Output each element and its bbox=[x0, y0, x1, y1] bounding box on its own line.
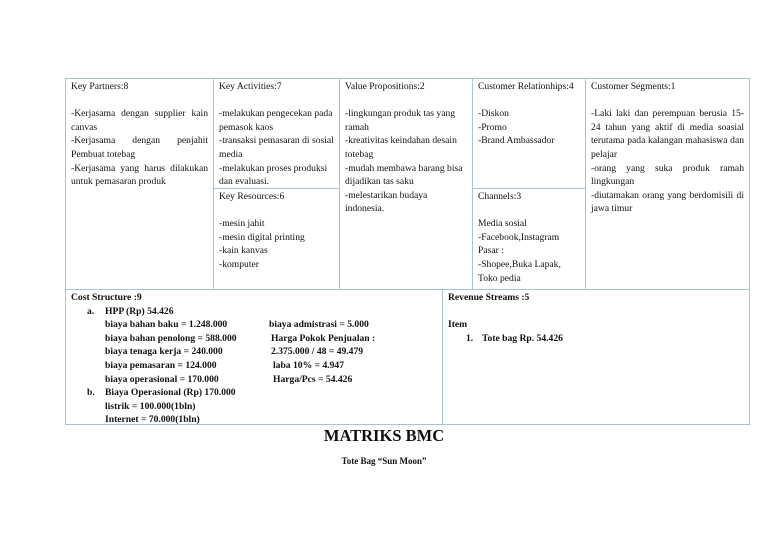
key-resources-item: -mesin jahit bbox=[219, 218, 265, 230]
cost-hpp-heading bbox=[71, 305, 437, 319]
cost-b-marker: b. bbox=[87, 387, 95, 399]
value-propositions-item: -melestarikan budaya indonesia. bbox=[345, 189, 428, 215]
cost-right-value: biaya admistrasi = 5.000 bbox=[269, 319, 369, 331]
cost-left-value: biaya tenaga kerja = 240.000 bbox=[105, 346, 223, 358]
cost-hpp-label: HPP (Rp) 54.426 bbox=[105, 305, 174, 317]
page-subtitle: Tote Bag “Sun Moon” bbox=[341, 456, 427, 466]
cost-a-marker: a. bbox=[87, 305, 95, 317]
channels-item: Media sosial bbox=[478, 218, 527, 230]
key-partners-block bbox=[65, 78, 213, 290]
cost-row bbox=[71, 318, 437, 332]
revenue-item-text: Tote bag Rp. 54.426 bbox=[482, 332, 563, 344]
customer-relationships-item: -Promo bbox=[478, 121, 507, 133]
key-resources-block bbox=[213, 188, 339, 290]
cost-row bbox=[71, 359, 437, 373]
customer-relationships-block bbox=[472, 78, 585, 188]
cost-left-value: biaya pemasaran = 124.000 bbox=[105, 359, 217, 371]
cost-right-value: 2.375.000 / 48 = 49.479 bbox=[271, 346, 364, 358]
value-propositions-item: -lingkungan produk tas yang ramah bbox=[345, 108, 456, 133]
cost-right-value: laba 10% = 4.947 bbox=[273, 359, 345, 371]
key-activities-block bbox=[213, 78, 339, 188]
cost-operational-heading bbox=[71, 386, 437, 400]
channels-item: Pasar : bbox=[478, 245, 504, 257]
key-resources-item: -komputer bbox=[219, 258, 259, 270]
key-activities-title: Key Activities:7 bbox=[219, 81, 282, 92]
cost-left-value: biaya operasional = 170.000 bbox=[105, 373, 219, 385]
customer-segments-item: -orang yang suka produk ramah lingkungan bbox=[591, 162, 744, 188]
cost-left-value: biaya bahan baku = 1.248.000 bbox=[105, 319, 228, 331]
channels-item: Toko pedia bbox=[478, 272, 521, 284]
key-partners-item: -Kerjasama dengan supplier kain canvas bbox=[71, 108, 208, 133]
channels-block bbox=[472, 188, 585, 290]
cost-left-value: biaya bahan penolong = 588.000 bbox=[105, 332, 237, 344]
key-resources-item: -mesin digital printing bbox=[219, 231, 305, 243]
cost-right-value: Harga/Pcs = 54.426 bbox=[273, 373, 353, 385]
revenue-streams-block bbox=[442, 289, 750, 425]
key-resources-title: Key Resources:6 bbox=[219, 191, 285, 202]
key-partners-title: Key Partners:8 bbox=[71, 81, 129, 92]
cost-right-value: Harga Pokok Penjualan : bbox=[271, 332, 376, 344]
cost-structure-title: Cost Structure :9 bbox=[71, 292, 142, 303]
cost-structure-block bbox=[65, 289, 442, 425]
cost-row bbox=[71, 413, 437, 427]
key-partners-item: -Kerjasama yang harus dilakukan untuk pemasaran produk bbox=[71, 162, 208, 188]
channels-title: Channels:3 bbox=[478, 191, 522, 202]
page-title: MATRIKS BMC bbox=[323, 426, 445, 445]
cost-operational-item: Internet = 70.000(1bln) bbox=[105, 414, 200, 426]
channels-item: -Shopee,Buka Lapak, bbox=[478, 258, 561, 270]
value-propositions-block bbox=[339, 78, 472, 290]
customer-segments-item: -diutamakan orang yang berdomisili di jawa timur bbox=[591, 189, 744, 215]
cost-operational-item: listrik = 100.000(1bln) bbox=[105, 400, 196, 412]
customer-segments-item: -Laki laki dan perempuan berusia 15-24 tahun yang aktif di media soasial terutama pada kalangan mahasiswa dan pelajar bbox=[591, 108, 744, 160]
value-propositions-item: -kreativitas keindahan desain totebag bbox=[345, 135, 457, 160]
cost-row bbox=[71, 373, 437, 387]
value-propositions-title: Value Propositions:2 bbox=[345, 81, 425, 92]
value-propositions-item: -mudah membawa barang bisa dijadikan tas saku bbox=[345, 162, 463, 188]
cost-row bbox=[71, 345, 437, 359]
key-partners-item: -Kerjasama dengan penjahit Pembuat totebag bbox=[71, 135, 208, 160]
key-activities-item: -transaksi pemasaran di sosial media bbox=[219, 135, 334, 160]
revenue-item-label: Item bbox=[448, 319, 468, 331]
key-resources-item: -kain kanvas bbox=[219, 245, 268, 257]
customer-segments-block bbox=[585, 78, 750, 290]
revenue-item-row bbox=[448, 332, 744, 346]
customer-segments-title: Customer Segments:1 bbox=[591, 81, 676, 92]
channels-item: -Facebook,Instagram bbox=[478, 231, 560, 243]
revenue-streams-title: Revenue Streams :5 bbox=[448, 292, 530, 303]
customer-relationships-title: Customer Relationhips:4 bbox=[478, 81, 574, 92]
customer-relationships-item: -Diskon bbox=[478, 108, 509, 120]
customer-relationships-item: -Brand Ambassador bbox=[478, 135, 555, 147]
cost-row bbox=[71, 332, 437, 346]
key-activities-item: -melakukan pengecekan pada pemasok kaos bbox=[219, 108, 333, 133]
revenue-item-marker: 1. bbox=[466, 332, 474, 344]
cost-row bbox=[71, 400, 437, 414]
key-activities-item: -melakukan proses produksi dan evaluasi. bbox=[219, 162, 328, 188]
cost-operational-label: Biaya Operasional (Rp) 170.000 bbox=[105, 387, 236, 399]
